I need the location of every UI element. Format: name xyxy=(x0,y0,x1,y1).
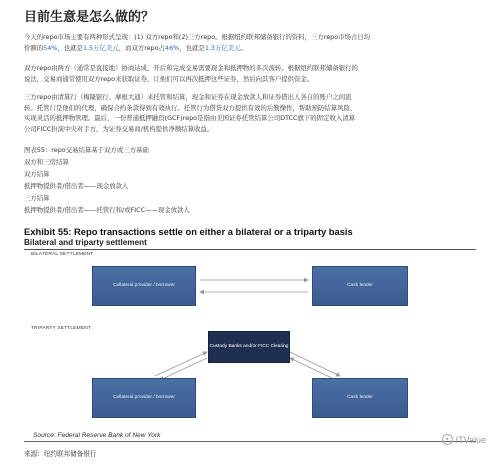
list-item-bilateral: 双方结算 xyxy=(24,170,50,178)
watermark xyxy=(442,434,486,445)
para1-pct-triparty: 54% xyxy=(43,43,58,52)
para3-line4: 公司FICC扮演中央对手方，为证券交易商/机构提供净额结算收益。 xyxy=(24,124,214,133)
para3-line1: 三方repo由清算行（梅隆银行、摩根大通）来托管和结算，现金和证券在现金放款人和证券借出人各自的账户之间流 xyxy=(24,93,352,101)
para3-line2: 转。托管行是他们的代理，确保合约条款得到有效执行。托管行为借贷双方提供有效的后勤操作，帮助预防结算风险、 xyxy=(24,103,357,112)
para1-text-c: ，而双方repo占 xyxy=(118,43,166,52)
list-item-both: 双方和三房结算 xyxy=(24,158,69,166)
triparty-arrow-left-up xyxy=(155,352,207,376)
cash-lender-box-bilateral: Cash lender xyxy=(312,266,408,306)
source-credit: 来源：纽约联邦储备银行 xyxy=(24,450,97,458)
para1-pct-bilateral: 46% xyxy=(165,43,180,52)
collateral-provider-box-bilateral: Collateral provider / borrower xyxy=(92,266,196,306)
para1-amt-triparty: 1.5万亿美元 xyxy=(82,43,119,52)
triparty-settlement-label: TRIPARTY SETTLEMENT xyxy=(31,326,92,331)
triparty-arrow-right-down xyxy=(290,352,340,376)
triparty-arrow-right-up xyxy=(290,358,336,380)
collateral-provider-box-triparty: Collateral provider / borrower xyxy=(92,378,196,418)
watermark-text: ITValue xyxy=(455,434,486,445)
list-exhibit-caption: 图表55：repo交易结算基于双方或三方基础 xyxy=(24,146,149,154)
list-item-triparty-flow: 抵押物提供者/借出者——托管行和/或FICC——现金放款人 xyxy=(24,206,190,214)
bottom-divider xyxy=(24,441,476,442)
para1-amt-bilateral: 1.3万亿美元 xyxy=(204,43,241,52)
page-heading: 目前生意是怎么做的？ xyxy=(24,10,155,25)
para1-text-b: ，也就是 xyxy=(57,43,83,52)
list-item-bilateral-flow: 抵押物提供者/借出者——现金放款人 xyxy=(24,182,129,190)
bilateral-settlement-label: BILATERAL SETTLEMENT xyxy=(31,252,94,257)
para2-line2: 说法，交易商通常使用双方repo来获取证券，让他们可以再次抵押这些证券，然后向其客户提供资金。 xyxy=(24,74,314,83)
para2-line1: 双方repo由两方（通常是直接地）协商达成，开后和完成交易需要现金和抵押物的多次流转。根据纽约联邦储备银行的 xyxy=(24,64,358,72)
exhibit-title: Exhibit 55: Repo transactions settle on either a bilateral or a triparty basis xyxy=(24,226,353,237)
para1-text-e: 。 xyxy=(240,43,247,52)
list-item-triparty: 三方结算 xyxy=(24,194,50,202)
para1-line1: 今天的repo市场主要有两种形式呈现：(1) 双方repo和(2)三方repo。根据纽约联邦储备银行的资料，三方repo市场占日均 xyxy=(24,33,371,41)
cash-lender-box-triparty: Cash lender xyxy=(312,378,408,418)
triparty-arrow-left-down xyxy=(160,358,207,380)
watermark-logo-icon: ✦ xyxy=(442,434,453,445)
custody-banks-box: Custody Banks and/or FICC Clearing xyxy=(208,331,290,363)
para3-line3: 实现灵活的抵押物管理。最后，一份普通抵押融资(GCF)repo是指由美国证券托管结算公司DTCC旗下的固定收入清算 xyxy=(24,114,356,122)
para1-text-a: 价额的 xyxy=(24,43,44,52)
exhibit-source: Source: Federal Reserve Bank of New York xyxy=(33,432,161,439)
exhibit-subtitle: Bilateral and triparty settlement xyxy=(24,238,147,247)
para1-text-d: ，也就是 xyxy=(179,43,205,52)
